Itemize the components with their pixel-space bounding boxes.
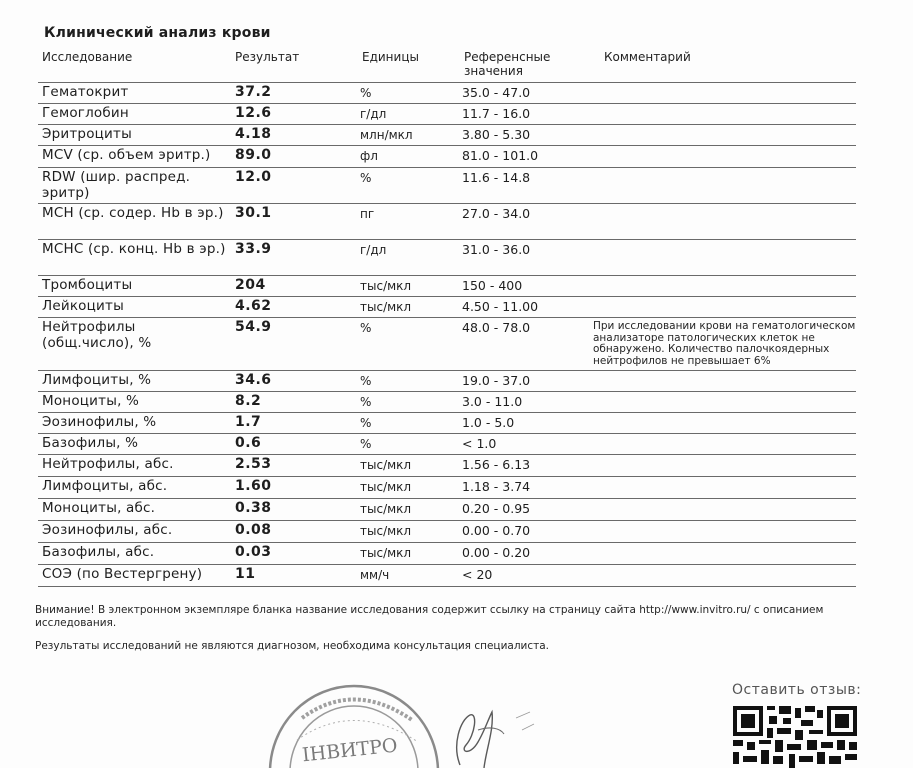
document-title: Клинический анализ крови [44, 25, 271, 41]
test-reference: 4.50 - 11.00 [462, 299, 539, 314]
test-unit: фл [360, 149, 378, 163]
signature-icon [430, 690, 570, 768]
table-row [38, 434, 856, 455]
results-table [38, 82, 856, 587]
table-row [38, 146, 856, 168]
test-unit: тыс/мкл [360, 300, 412, 314]
test-reference: 0.00 - 0.70 [462, 523, 531, 538]
test-result: 34.6 [235, 372, 272, 388]
test-name[interactable]: Эозинофилы, % [42, 414, 157, 430]
test-result: 204 [235, 277, 266, 293]
test-unit: тыс/мкл [360, 524, 412, 538]
test-name[interactable]: Лимфоциты, абс. [42, 478, 168, 494]
test-unit: % [360, 321, 372, 335]
test-unit: % [360, 86, 372, 100]
table-row [38, 204, 856, 240]
test-name[interactable]: Лейкоциты [42, 298, 124, 314]
test-result: 1.7 [235, 414, 262, 430]
test-result: 12.6 [235, 105, 272, 121]
test-result: 54.9 [235, 319, 272, 335]
table-row [38, 371, 856, 392]
test-result: 4.18 [235, 126, 272, 142]
column-header-units: Единицы [362, 50, 419, 64]
column-header-reference: Референсные значения [464, 50, 551, 78]
test-name[interactable]: Базофилы, % [42, 435, 139, 451]
test-name[interactable]: СОЭ (по Вестергрену) [42, 566, 203, 582]
qr-code-icon[interactable] [733, 706, 857, 768]
test-reference: 27.0 - 34.0 [462, 206, 531, 221]
test-name[interactable]: Гемоглобин [42, 105, 129, 121]
test-name[interactable]: Лимфоциты, % [42, 372, 152, 388]
svg-text:ІНВИТРО: ІНВИТРО [301, 734, 399, 767]
table-row [38, 168, 856, 204]
test-unit: мм/ч [360, 568, 390, 582]
stamp-icon [262, 670, 442, 768]
table-row [38, 318, 856, 371]
test-reference: 1.18 - 3.74 [462, 479, 531, 494]
test-reference: 150 - 400 [462, 278, 523, 293]
table-row [38, 276, 856, 297]
test-result: 89.0 [235, 147, 272, 163]
test-reference: 11.6 - 14.8 [462, 170, 531, 185]
test-name[interactable]: Гематокрит [42, 84, 129, 100]
feedback-label: Оставить отзыв: [732, 682, 862, 698]
table-row [38, 413, 856, 434]
test-unit: % [360, 416, 372, 430]
test-unit: тыс/мкл [360, 458, 412, 472]
test-unit: г/дл [360, 243, 387, 257]
test-comment: При исследовании крови на гематологическом анализаторе патологических клеток не обнаружено. Количество палочкоядерных нейтрофилов не превышает 6% [593, 320, 856, 367]
test-name[interactable]: Эозинофилы, абс. [42, 522, 173, 538]
test-unit: г/дл [360, 107, 387, 121]
table-row [38, 297, 856, 318]
test-result: 1.60 [235, 478, 272, 494]
test-reference: 3.80 - 5.30 [462, 127, 531, 142]
test-result: 2.53 [235, 456, 272, 472]
test-result: 0.38 [235, 500, 272, 516]
test-result: 33.9 [235, 241, 272, 257]
table-row [38, 477, 856, 499]
test-result: 12.0 [235, 169, 272, 185]
test-name[interactable]: Нейтрофилы (общ.число), % [42, 319, 152, 351]
test-result: 37.2 [235, 84, 272, 100]
table-row [38, 240, 856, 276]
table-row [38, 455, 856, 477]
test-reference: 0.00 - 0.20 [462, 545, 531, 560]
test-name[interactable]: RDW (шир. распред. эритр) [42, 169, 191, 201]
test-result: 11 [235, 566, 256, 582]
table-row [38, 499, 856, 521]
column-header-comment: Комментарий [604, 50, 691, 64]
test-reference: < 20 [462, 567, 493, 582]
table-row [38, 543, 856, 565]
table-row [38, 83, 856, 104]
test-name[interactable]: MCH (ср. содер. Hb в эр.) [42, 205, 224, 221]
test-result: 30.1 [235, 205, 272, 221]
test-reference: < 1.0 [462, 436, 497, 451]
test-name[interactable]: MCV (ср. объем эритр.) [42, 147, 211, 163]
test-name[interactable]: Эритроциты [42, 126, 132, 142]
test-result: 4.62 [235, 298, 272, 314]
test-result: 0.08 [235, 522, 272, 538]
test-reference: 81.0 - 101.0 [462, 148, 539, 163]
test-reference: 3.0 - 11.0 [462, 394, 523, 409]
diagnosis-disclaimer: Результаты исследований не являются диагнозом, необходима консультация специалиста. [35, 640, 550, 652]
test-unit: млн/мкл [360, 128, 413, 142]
test-unit: пг [360, 207, 375, 221]
test-result: 0.03 [235, 544, 272, 560]
electronic-copy-notice: Внимание! В электронном экземпляре бланка название исследования содержит ссылку на страницу сайта http://www.invitro.ru/ с описанием исследования. [35, 604, 824, 629]
test-reference: 11.7 - 16.0 [462, 106, 531, 121]
test-reference: 1.56 - 6.13 [462, 457, 531, 472]
test-name[interactable]: MCHC (ср. конц. Hb в эр.) [42, 241, 226, 257]
test-name[interactable]: Моноциты, % [42, 393, 140, 409]
test-name[interactable]: Нейтрофилы, абс. [42, 456, 174, 472]
test-reference: 0.20 - 0.95 [462, 501, 531, 516]
test-name[interactable]: Тромбоциты [42, 277, 133, 293]
test-result: 0.6 [235, 435, 262, 451]
test-result: 8.2 [235, 393, 262, 409]
test-unit: тыс/мкл [360, 480, 412, 494]
test-reference: 35.0 - 47.0 [462, 85, 531, 100]
test-reference: 19.0 - 37.0 [462, 373, 531, 388]
table-row [38, 521, 856, 543]
table-row [38, 104, 856, 125]
test-unit: % [360, 395, 372, 409]
test-name[interactable]: Базофилы, абс. [42, 544, 155, 560]
column-header-test: Исследование [42, 50, 133, 64]
test-unit: тыс/мкл [360, 502, 412, 516]
test-unit: % [360, 374, 372, 388]
test-unit: % [360, 437, 372, 451]
test-reference: 48.0 - 78.0 [462, 320, 531, 335]
test-unit: тыс/мкл [360, 546, 412, 560]
test-unit: тыс/мкл [360, 279, 412, 293]
table-row [38, 565, 856, 587]
table-row [38, 392, 856, 413]
test-name[interactable]: Моноциты, абс. [42, 500, 156, 516]
test-reference: 1.0 - 5.0 [462, 415, 515, 430]
table-row [38, 125, 856, 146]
test-reference: 31.0 - 36.0 [462, 242, 531, 257]
test-unit: % [360, 171, 372, 185]
column-header-result: Результат [235, 50, 300, 64]
